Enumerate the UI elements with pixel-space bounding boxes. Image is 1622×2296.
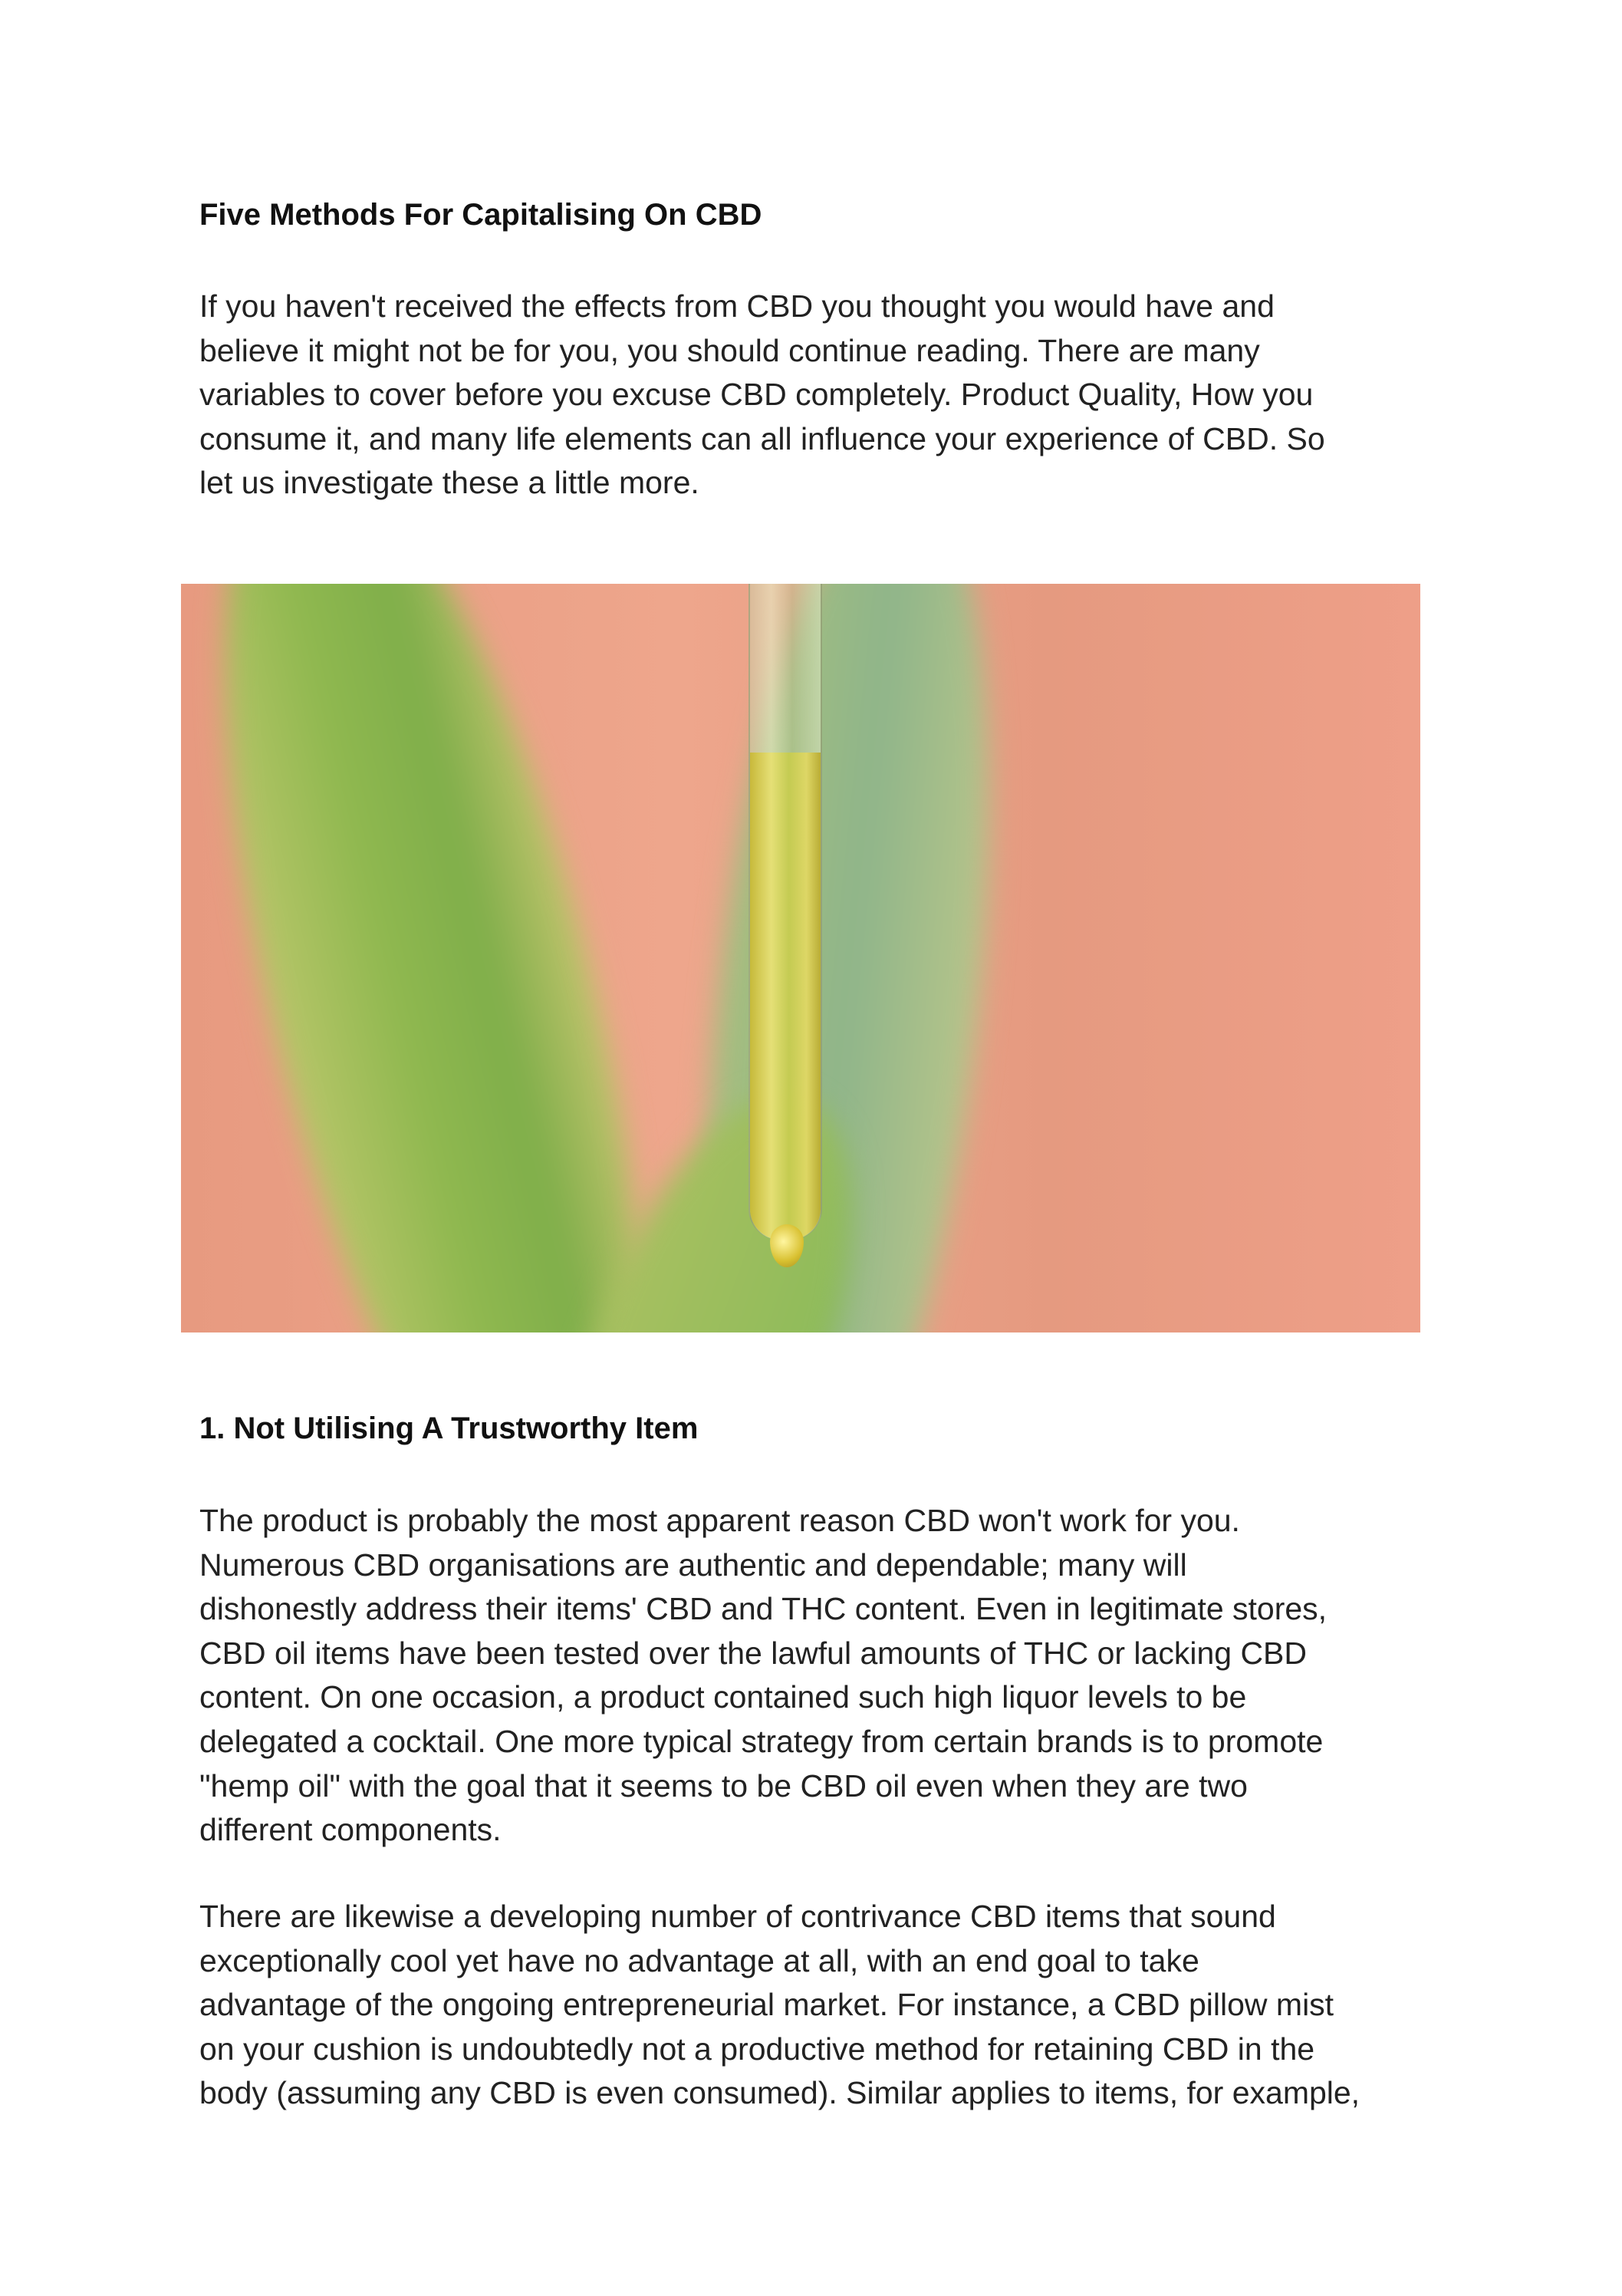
text-line: advantage of the ongoing entrepreneurial market. For instance, a CBD pillow mist: [199, 1987, 1334, 2023]
oil-fill: [750, 753, 821, 1240]
text-line: content. On one occasion, a product contained such high liquor levels to be: [199, 1679, 1247, 1715]
text-line: There are likewise a developing number of contrivance CBD items that sound: [199, 1899, 1276, 1934]
section-paragraph: [199, 1499, 1327, 1853]
text-line: CBD oil items have been tested over the lawful amounts of THC or lacking CBD: [199, 1635, 1308, 1671]
text-line: "hemp oil" with the goal that it seems to be CBD oil even when they are two: [199, 1767, 1248, 1804]
cbd-dropper-photo: [181, 584, 1420, 1332]
text-line: consume it, and many life elements can all influence your experience of CBD. So: [199, 420, 1325, 456]
text-line: variables to cover before you excuse CBD completely. Product Quality, How you: [199, 377, 1314, 413]
text-line: different components.: [199, 1812, 502, 1848]
text-line: Numerous CBD organisations are authentic and dependable; many will: [199, 1547, 1187, 1583]
text-line: believe it might not be for you, you should continue reading. There are many: [199, 332, 1260, 368]
text-line: If you haven't received the effects from CBD you thought you would have and: [199, 288, 1275, 324]
text-line: delegated a cocktail. One more typical strategy from certain brands is to promote: [199, 1723, 1324, 1759]
dropper-tube: [748, 584, 822, 1240]
text-line: exceptionally cool yet have no advantage at all, with an end goal to take: [199, 1942, 1199, 1978]
page-title: Five Methods For Capitalising On CBD: [199, 198, 762, 232]
text-line: body (assuming any CBD is even consumed). Similar applies to items, for example,: [199, 2075, 1360, 2111]
text-line: dishonestly address their items' CBD and THC content. Even in legitimate stores,: [199, 1591, 1328, 1627]
intro-paragraph: [199, 285, 1325, 506]
text-line: let us investigate these a little more.: [199, 465, 699, 501]
section-paragraph: [199, 1895, 1360, 2116]
text-line: The product is probably the most apparent reason CBD won't work for you.: [199, 1503, 1240, 1538]
section-heading: 1. Not Utilising A Trustworthy Item: [199, 1412, 699, 1445]
text-line: on your cushion is undoubtedly not a productive method for retaining CBD in the: [199, 2031, 1315, 2067]
